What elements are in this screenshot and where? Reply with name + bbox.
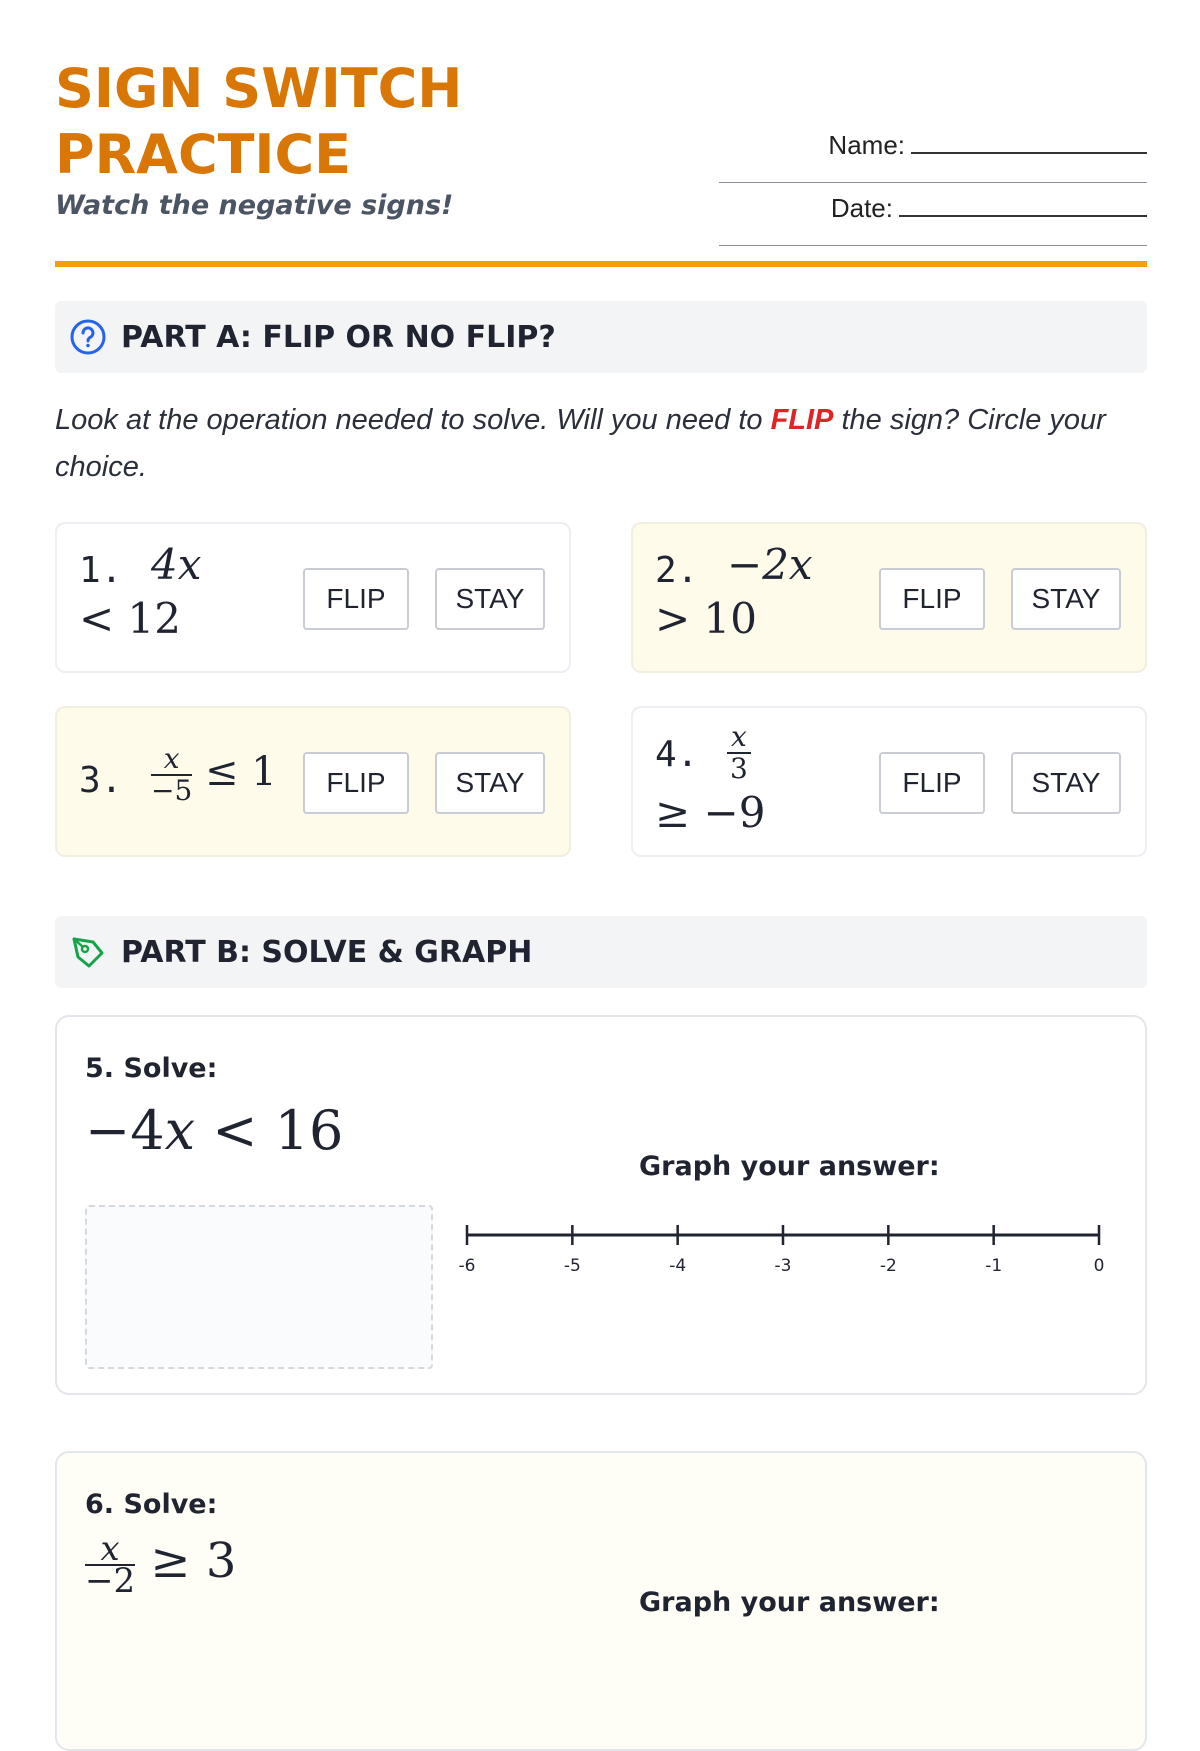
date-label: Date: — [830, 193, 893, 223]
part-a-instructions — [55, 397, 1147, 491]
problem-card-2 — [631, 522, 1147, 673]
number-line-tick-label: -2 — [879, 1256, 897, 1276]
student-info-fields — [719, 120, 1147, 246]
solve-equation — [85, 1528, 237, 1601]
title-line-1: SIGN SWITCH — [55, 57, 463, 120]
solve-card-6 — [55, 1451, 1147, 1751]
stay-button[interactable]: STAY — [435, 568, 545, 630]
inequality-rest: < 16 — [212, 1099, 344, 1162]
fraction — [727, 722, 751, 784]
fraction-denominator: −5 — [151, 774, 193, 807]
inequality-rest: ≤ 1 — [205, 749, 277, 795]
work-area[interactable] — [85, 1205, 433, 1369]
coefficient: −4 — [85, 1099, 165, 1162]
fraction-numerator: x — [727, 722, 751, 754]
flip-button[interactable]: FLIP — [303, 568, 409, 630]
number-line-tick-label: -1 — [985, 1256, 1003, 1276]
date-blank-line[interactable] — [899, 193, 1147, 217]
flip-button[interactable]: FLIP — [303, 752, 409, 814]
pen-tool-icon — [69, 933, 107, 971]
question-circle-icon — [69, 318, 107, 356]
number-line-tick-label: -6 — [458, 1256, 476, 1276]
fraction-denominator: 3 — [729, 752, 748, 785]
part-b-heading: PART B: SOLVE & GRAPH — [121, 934, 533, 970]
solve-card-5 — [55, 1015, 1147, 1395]
number-line-tick-label: -4 — [669, 1256, 687, 1276]
problem-number: 1. — [79, 550, 123, 591]
problem-card-3 — [55, 706, 571, 857]
header-divider — [55, 261, 1147, 267]
fraction-numerator: x — [151, 744, 192, 776]
variable: x — [164, 1099, 196, 1162]
number-line-ticks — [459, 1225, 1105, 1276]
inequality-rest: ≥ 3 — [150, 1533, 237, 1589]
part-a-heading: PART A: FLIP OR NO FLIP? — [121, 319, 556, 355]
number-line-tick-label: 0 — [1093, 1256, 1105, 1276]
date-field[interactable] — [719, 183, 1147, 246]
instructions-text-start: Look at the operation needed to solve. Will you need to — [55, 404, 771, 436]
number-line[interactable] — [453, 1223, 1113, 1293]
stay-button[interactable]: STAY — [1011, 752, 1121, 814]
instructions-flip-emphasis: FLIP — [770, 404, 834, 436]
problem-card-4 — [631, 706, 1147, 857]
fraction-denominator: −2 — [85, 1560, 136, 1601]
stay-button[interactable]: STAY — [435, 752, 545, 814]
problem-expression-line-2: < 12 — [79, 594, 181, 643]
problem-card-1 — [55, 522, 571, 673]
solve-label: 6. Solve: — [85, 1489, 218, 1520]
fraction — [85, 1528, 136, 1601]
name-blank-line[interactable] — [911, 130, 1147, 154]
flip-button[interactable]: FLIP — [879, 752, 985, 814]
flip-button[interactable]: FLIP — [879, 568, 985, 630]
inequality-rest: ≥ −9 — [655, 788, 766, 837]
problem-fraction-wrap — [727, 722, 751, 784]
problem-number: 3. — [79, 760, 123, 801]
number-line-tick-label: -3 — [774, 1256, 792, 1276]
problem-expression-line-1: 4x — [151, 540, 202, 589]
worksheet-page — [55, 0, 1147, 1618]
name-field[interactable] — [719, 120, 1147, 183]
worksheet-subtitle: Watch the negative signs! — [55, 190, 454, 221]
instructions-text-end: the sign? Circle your choice. — [55, 404, 1106, 483]
graph-label: Graph your answer: — [639, 1151, 940, 1182]
graph-label: Graph your answer: — [639, 1587, 940, 1618]
fraction-numerator: x — [85, 1534, 135, 1566]
number-line-tick-label: -5 — [563, 1256, 581, 1276]
name-label: Name: — [828, 130, 905, 160]
part-b-header — [55, 916, 1147, 988]
worksheet-title — [55, 56, 463, 188]
problem-expression — [151, 744, 277, 806]
problem-number: 2. — [655, 550, 699, 591]
stay-button[interactable]: STAY — [1011, 568, 1121, 630]
part-a-header — [55, 301, 1147, 373]
fraction — [151, 744, 192, 806]
problem-number: 4. — [655, 734, 699, 775]
solve-label: 5. Solve: — [85, 1053, 218, 1084]
problem-expression-line-2: > 10 — [655, 594, 757, 643]
title-line-2: PRACTICE — [55, 123, 352, 186]
problem-expression-line-1: −2x — [727, 540, 813, 589]
solve-equation — [85, 1099, 343, 1162]
